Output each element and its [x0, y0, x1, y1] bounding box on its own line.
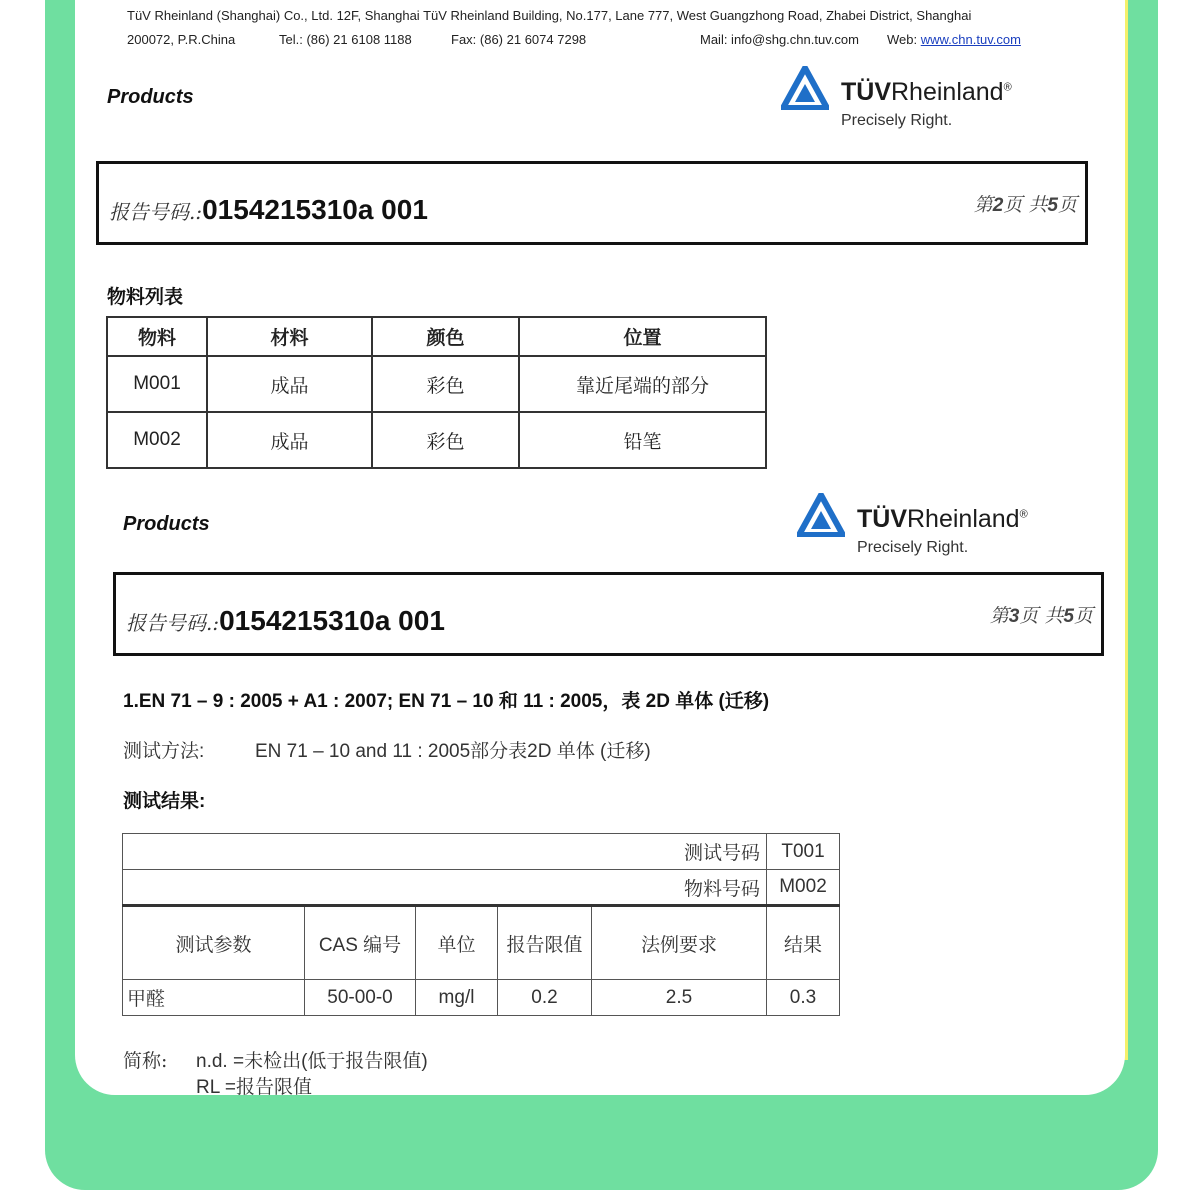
table-cell: 0.2	[498, 980, 592, 1016]
tuv-logo	[797, 493, 1057, 563]
table-cell: 0.3	[767, 980, 840, 1016]
web-label: Web:	[887, 32, 918, 47]
table-cell: 彩色	[372, 412, 519, 468]
tuv-triangle-icon	[781, 66, 829, 110]
test-number-label: 测试号码	[123, 834, 767, 870]
column-header: CAS 编号	[305, 906, 416, 980]
products-title: Products	[123, 513, 210, 535]
table-cell: M002	[107, 412, 207, 468]
logo-tagline: Precisely Right.	[857, 539, 969, 556]
test-method-value: EN 71 – 10 and 11 : 2005部分表2D 单体 (迁移)	[255, 741, 651, 762]
standard-title: 1.EN 71 – 9 : 2005 + A1 : 2007; EN 71 – 10 和 11 : 2005，表 2D 单体 (迁移)	[123, 691, 770, 712]
company-tel: Tel.: (86) 21 6108 1188	[279, 32, 412, 47]
column-header: 颜色	[372, 317, 519, 356]
table-cell: mg/l	[416, 980, 498, 1016]
tuv-logo	[781, 66, 1041, 136]
page-indicator: 第2页 共5页	[973, 194, 1077, 216]
table-cell: 2.5	[592, 980, 767, 1016]
report-number-box	[96, 161, 1088, 245]
abbreviation-label: 简称:	[123, 1050, 168, 1072]
table-cell: 成品	[207, 412, 372, 468]
company-postcode: 200072, P.R.China	[127, 32, 236, 47]
table-cell: 靠近尾端的部分	[519, 356, 766, 412]
company-web	[887, 32, 1021, 47]
column-header: 单位	[416, 906, 498, 980]
table-cell: 甲醛	[123, 980, 305, 1016]
abbreviation-rl: RL =报告限值	[196, 1077, 312, 1095]
table-header-row	[107, 317, 766, 356]
table-row	[107, 356, 766, 412]
report-number-box	[113, 572, 1104, 656]
column-header: 物料	[107, 317, 207, 356]
logo-brand: TÜVRheinland®	[857, 505, 1028, 533]
company-address: TüV Rheinland (Shanghai) Co., Ltd. 12F, Shanghai TüV Rheinland Building, No.177, Lane 777, West Guangzhong Road, Zhabei District, Shanghai	[127, 8, 972, 23]
material-number-row	[123, 870, 840, 906]
materials-table	[106, 316, 767, 469]
logo-tagline: Precisely Right.	[841, 112, 953, 129]
report-number: 报告号码.:0154215310a 001	[126, 605, 445, 636]
material-number-value: M002	[767, 870, 840, 906]
results-table	[122, 833, 840, 1016]
table-cell: M001	[107, 356, 207, 412]
column-header: 材料	[207, 317, 372, 356]
company-fax: Fax: (86) 21 6074 7298	[451, 32, 587, 47]
company-mail: Mail: info@shg.chn.tuv.com	[700, 32, 859, 47]
table-row	[107, 412, 766, 468]
test-method-label: 测试方法:	[123, 741, 205, 762]
tuv-triangle-icon	[797, 493, 845, 537]
table-header-row	[123, 906, 840, 980]
logo-brand: TÜVRheinland®	[841, 78, 1012, 106]
column-header: 测试参数	[123, 906, 305, 980]
report-number: 报告号码.:0154215310a 001	[109, 194, 428, 225]
column-header: 法例要求	[592, 906, 767, 980]
web-link[interactable]: www.chn.tuv.com	[920, 32, 1021, 47]
page-indicator: 第3页 共5页	[989, 605, 1093, 627]
products-title: Products	[107, 86, 194, 108]
column-header: 报告限值	[498, 906, 592, 980]
material-number-label: 物料号码	[123, 870, 767, 906]
table-cell: 铅笔	[519, 412, 766, 468]
document-page	[75, 0, 1125, 1095]
test-number-row	[123, 834, 840, 870]
test-number-value: T001	[767, 834, 840, 870]
column-header: 结果	[767, 906, 840, 980]
table-row	[123, 980, 840, 1016]
column-header: 位置	[519, 317, 766, 356]
abbreviation-nd: n.d. =未检出(低于报告限值)	[196, 1051, 428, 1072]
table-cell: 彩色	[372, 356, 519, 412]
table-cell: 50-00-0	[305, 980, 416, 1016]
table-cell: 成品	[207, 356, 372, 412]
materials-list-title: 物料列表	[107, 287, 184, 308]
test-results-title: 测试结果:	[123, 791, 206, 812]
